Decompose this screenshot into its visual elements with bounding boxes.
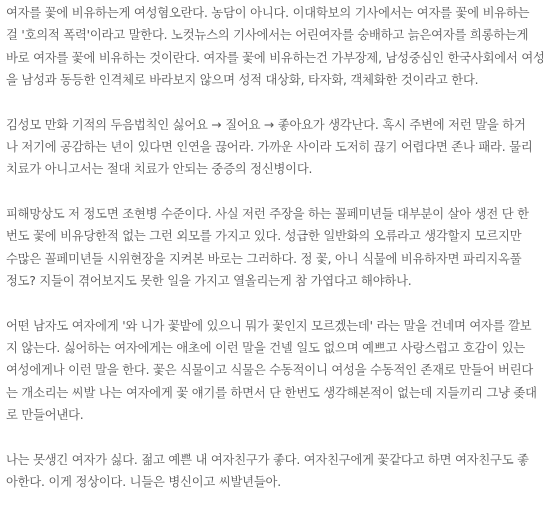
paragraph-3 [6, 203, 529, 292]
text-line: 아한다. 이게 정상이다. 니들은 병신이고 씨발년들아. [6, 475, 281, 490]
paragraph-5 [6, 449, 529, 494]
text-line: 는 개소리는 씨발 나는 여자에게 꽃 얘기를 하면서 단 한번도 생각해본적이 없는데 지들끼리 그냥 좆대 [6, 385, 537, 400]
text-line: 걸 '호의적 폭력'이라고 말한다. 노컷뉴스의 기사에서는 어린여자를 숭배하고 늙은여자를 희롱하는게 [6, 28, 529, 43]
text-line: 나는 못생긴 여자가 싫다. 젊고 예쁜 내 여자친구가 좋다. 여자친구에게 꽃같다고 하면 여자친구도 좋 [6, 452, 529, 467]
text-line: 지 않는다. 싫어하는 여자에게는 애초에 이런 말을 건넬 일도 없으며 예쁘고 사랑스럽고 호감이 있는 [6, 341, 526, 356]
text-line: 수많은 꼴페미년들 시위현장을 지켜본 바로는 그러하다. 정 꽃, 아니 식물에 비유하자면 파리지옥풀 [6, 251, 522, 266]
text-line: 치료가 아니고서는 절대 치료가 안되는 중증의 정신병이다. [6, 162, 313, 177]
text-line: 번도 꽃에 비유당한적 없는 그런 외모를 가지고 있다. 성급한 일반화의 오류라고 생각할지 모르지만 [6, 229, 522, 244]
text-line: 로 만들어낸다. [6, 407, 84, 422]
text-line: 을 남성과 동등한 인격체로 바라보지 않으며 성적 대상화, 타자화, 객체화한 것이라고 한다. [6, 72, 479, 87]
paragraph-2 [6, 114, 533, 181]
text-line: 여자를 꽃에 비유하는게 여성혐오란다. 농담이 아니다. 이대학보의 기사에서는 여자를 꽃에 비유하는 [6, 6, 530, 20]
paragraph-4 [6, 315, 537, 426]
article-body [6, 2, 545, 516]
text-line: 나 저기에 공감하는 년이 있다면 인연을 끊어라. 가까운 사이라 도저히 끊기 어렵다면 존나 패라. 물리 [6, 139, 533, 154]
text-line: 김성모 만화 기적의 두음법칙인 싫어요 → 질어요 → 좋아요가 생각난다. 혹시 주변에 저런 말을 하거 [6, 117, 526, 132]
text-line: 정도? 지들이 겪어보지도 못한 일을 가지고 열올리는게 참 가엽다고 해야하나. [6, 273, 412, 288]
text-line: 여성에게나 이런 말을 한다. 꽃은 식물이고 식물은 수동적이니 여성을 수동적인 존재로 만들어 버린다 [6, 363, 534, 378]
text-line: 바로 여자를 꽃에 비유하는 것이란다. 여자를 꽃에 비유하는건 가부장제, 남성중심인 한국사회에서 여성 [6, 50, 545, 65]
text-line: 피해망상도 저 정도면 조현병 수준이다. 사실 저런 주장을 하는 꼴페미년들 대부분이 살아 생전 단 한 [6, 207, 529, 222]
text-line: 어떤 남자도 여자에게 '와 니가 꽃밭에 있으니 뭐가 꽃인지 모르겠는데' 라는 말을 건네며 여자를 깔보 [6, 318, 532, 333]
paragraph-1 [6, 2, 545, 91]
